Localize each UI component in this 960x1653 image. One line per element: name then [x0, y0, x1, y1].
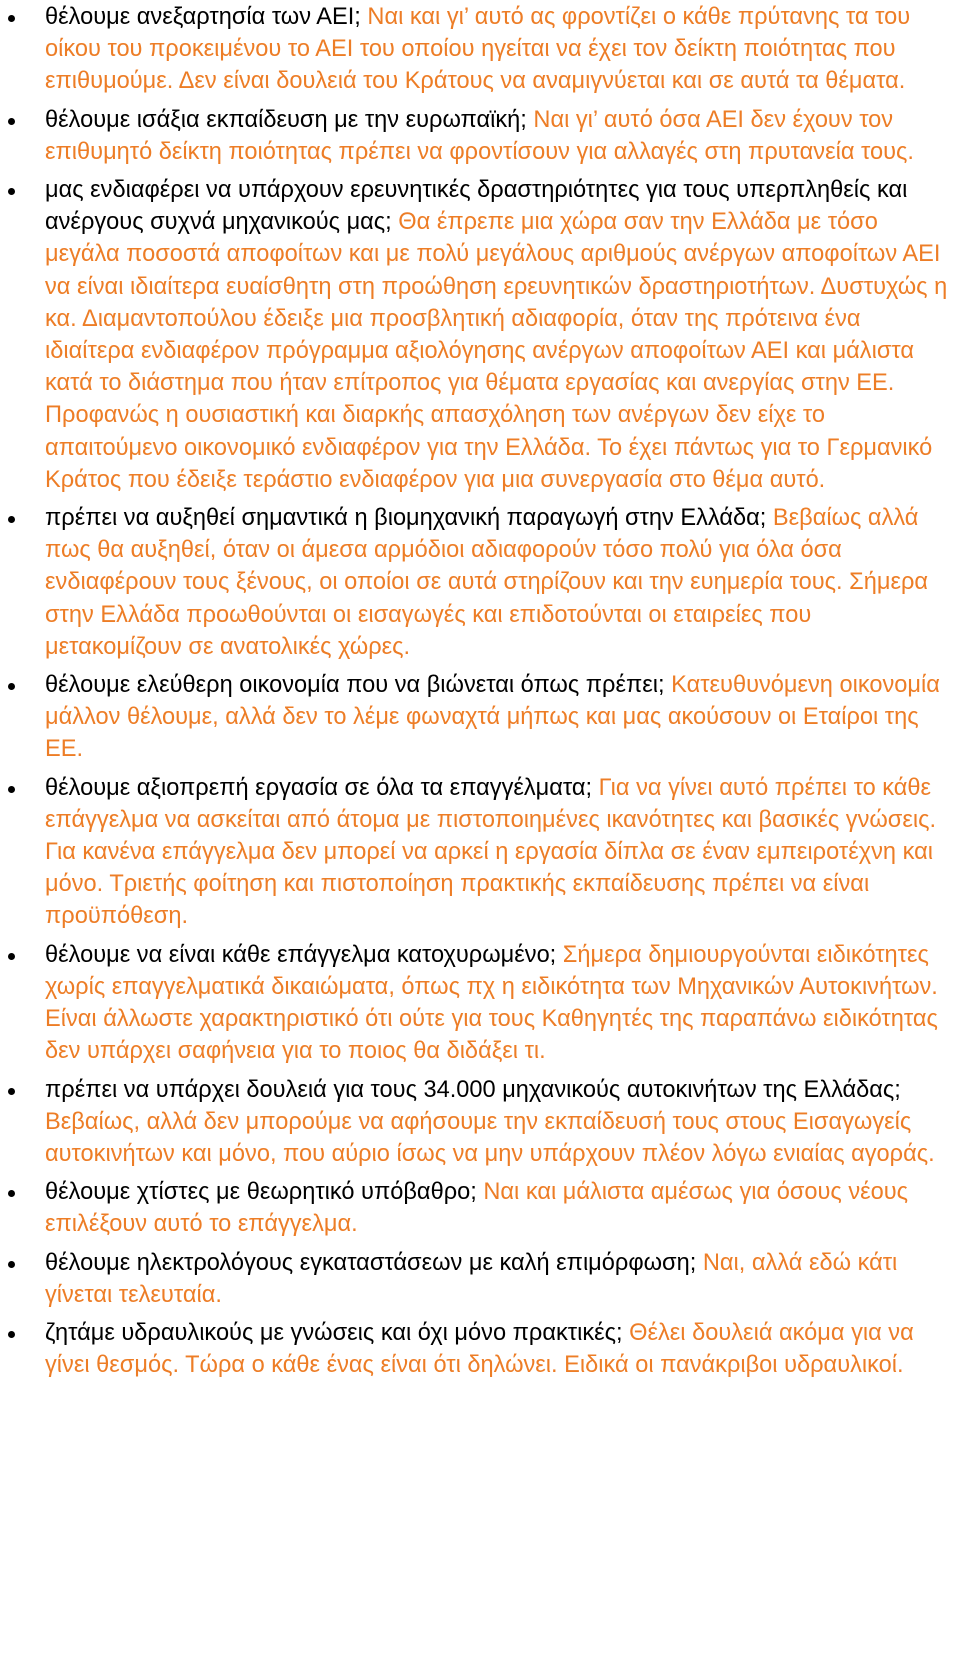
answer-text: Ναι και μάλιστα αμέσως για όσους νέους επιλέξουν αυτό το επάγγελμα. [45, 1179, 909, 1238]
question-text: θέλουμε χτίστες με θεωρητικό υπόβαθρο; [45, 1179, 484, 1206]
list-item [0, 1, 950, 98]
question-text: θέλουμε να είναι κάθε επάγγελμα κατοχυρωμένο; [45, 941, 563, 968]
question-text: θέλουμε ισάξια εκπαίδευση με την ευρωπαϊκή; [45, 106, 534, 133]
bullet-icon [8, 188, 15, 195]
answer-text: Ναι γι’ αυτό όσα ΑΕΙ δεν έχουν τον επιθυμητό δείκτη ποιότητας πρέπει να φροντίσουν για αλλαγές στη πρυτανεία τους. [45, 106, 914, 165]
answer-text: Σήμερα δημιουργούνται ειδικότητες χωρίς επαγγελματικά δικαιώματα, όπως πχ η ειδικότητα των Μηχανικών Αυτοκινήτων. Είναι άλλωστε χαρακτηριστικό ότι ούτε για τους Καθηγητές της παραπάνω ειδικότητας δεν υπάρχει σαφήνεια για το ποιος θα διδάξει τι. [45, 941, 938, 1065]
bullet-icon [8, 786, 15, 793]
question-text: θέλουμε ανεξαρτησία των ΑΕΙ; [45, 4, 368, 30]
bullet-icon [8, 1088, 15, 1095]
answer-text: Βεβαίως, αλλά δεν μπορούμε να αφήσουμε την εκπαίδευσή τους στους Εισαγωγείς αυτοκινήτων και μόνο, που αύριο ίσως να μην υπάρχουν πλέον λόγω ενιαίας αγοράς. [45, 1108, 935, 1167]
list-item [0, 104, 950, 168]
list-item [0, 1074, 950, 1171]
answer-text: Θέλει δουλειά ακόμα για να γίνει θεσμός. Τώρα ο κάθε ένας είναι ότι δηλώνει. Ειδικά οι πανάκριβοι υδραυλικοί. [45, 1319, 914, 1379]
bullet-icon [8, 1331, 15, 1338]
list-item [0, 1317, 950, 1381]
list-item [0, 1247, 950, 1311]
bullet-icon [8, 1190, 15, 1197]
question-text: ζητάμε υδραυλικούς με γνώσεις και όχι μόνο πρακτικές; [45, 1319, 630, 1346]
answer-text: Για να γίνει αυτό πρέπει το κάθε επάγγελμα να ασκείται από άτομα με πιστοποιημένες ικανότητες και βασικές γνώσεις. Για κανένα επάγγελμα δεν μπορεί να αρκεί η εργασία δίπλα σε έναν εμπειροτέχνη και μόνο. Τριετής φοίτηση και πιστοποίηση πρακτικής εκπαίδευσης πρέπει να είναι προϋπόθεση. [45, 774, 937, 930]
question-text: θέλουμε ηλεκτρολόγους εγκαταστάσεων με καλή επιμόρφωση; [45, 1249, 703, 1276]
bullet-icon [8, 1261, 15, 1268]
answer-text: Κατευθυνόμενη οικονομία μάλλον θέλουμε, αλλά δεν το λέμε φωναχτά μήπως και μας ακούσουν οι Εταίροι της ΕΕ. [45, 672, 940, 763]
list-item [0, 772, 950, 933]
bullet-icon [8, 15, 15, 22]
answer-text: Ναι, αλλά εδώ κάτι γίνεται τελευταία. [45, 1249, 898, 1308]
bullet-icon [8, 683, 15, 690]
bullet-icon [8, 118, 15, 125]
list-item [0, 174, 950, 496]
qa-bullet-list [0, 1, 950, 1381]
bullet-icon [8, 516, 15, 523]
question-text: πρέπει να υπάρχει δουλειά για τους 34.000 μηχανικούς αυτοκινήτων της Ελλάδας; [45, 1076, 901, 1103]
bullet-icon [8, 953, 15, 960]
question-text: θέλουμε αξιοπρεπή εργασία σε όλα τα επαγγέλματα; [45, 774, 599, 801]
document-page [0, 1, 960, 1653]
list-item [0, 669, 950, 766]
answer-text: Ναι και γι’ αυτό ας φροντίζει ο κάθε πρύτανης τα του οίκου του προκειμένου το ΑΕΙ του οποίου ηγείται να έχει τον δείκτη ποιότητας που επιθυμούμε. Δεν είναι δουλειά του Κράτους να αναμιγνύεται και σε αυτά τα θέματα. [45, 4, 911, 95]
list-item [0, 1176, 950, 1240]
question-text: θέλουμε ελεύθερη οικονομία που να βιώνεται όπως πρέπει; [45, 672, 672, 699]
question-text: μας ενδιαφέρει να υπάρχουν ερευνητικές δραστηριότητες για τους υπερπληθείς και ανέργους συχνά μηχανικούς μας; [45, 177, 908, 236]
answer-text: Βεβαίως αλλά πως θα αυξηθεί, όταν οι άμεσα αρμόδιοι αδιαφορούν τόσο πολύ για όλα όσα ενδιαφέρουν τους ξένους, οι οποίοι σε αυτά στηρίζουν και την ευημερία τους. Σήμερα στην Ελλάδα προωθούνται οι εισαγωγές και επιδοτούνται οι εταιρείες που μετακομίζουν σε ανατολικές χώρες. [45, 505, 929, 660]
list-item [0, 939, 950, 1068]
answer-text: Θα έπρεπε μια χώρα σαν την Ελλάδα με τόσο μεγάλα ποσοστά αποφοίτων και με πολύ μεγάλους αριθμούς ανέργων αποφοίτων ΑΕΙ να είναι ιδιαίτερα ευαίσθητη στη προώθηση ερευνητικών δραστηριοτήτων. Δυστυχώς η κα. Διαμαντοπούλου έδειξε μια προσβλητική αδιαφορία, όταν της πρότεινα ένα ιδιαίτερα ενδιαφέρον πρόγραμμα αξιολόγησης ανέργων αποφοίτων ΑΕΙ και μάλιστα κατά το διάστημα που ήταν επίτροπος για θέματα εργασίας και ανεργίας στην ΕΕ. Προφανώς η ουσιαστική και διαρκής απασχόληση των ανέργων δεν είχε το απαιτούμενο οικονομικό ενδιαφέρον για την Ελλάδα. Το έχει πάντως για το Γερμανικό Κράτος που έδειξε τεράστιο ενδιαφέρον για μια συνεργασία στο θέμα αυτό. [45, 209, 948, 493]
list-item [0, 502, 950, 663]
question-text: πρέπει να αυξηθεί σημαντικά η βιομηχανική παραγωγή στην Ελλάδα; [45, 505, 773, 532]
